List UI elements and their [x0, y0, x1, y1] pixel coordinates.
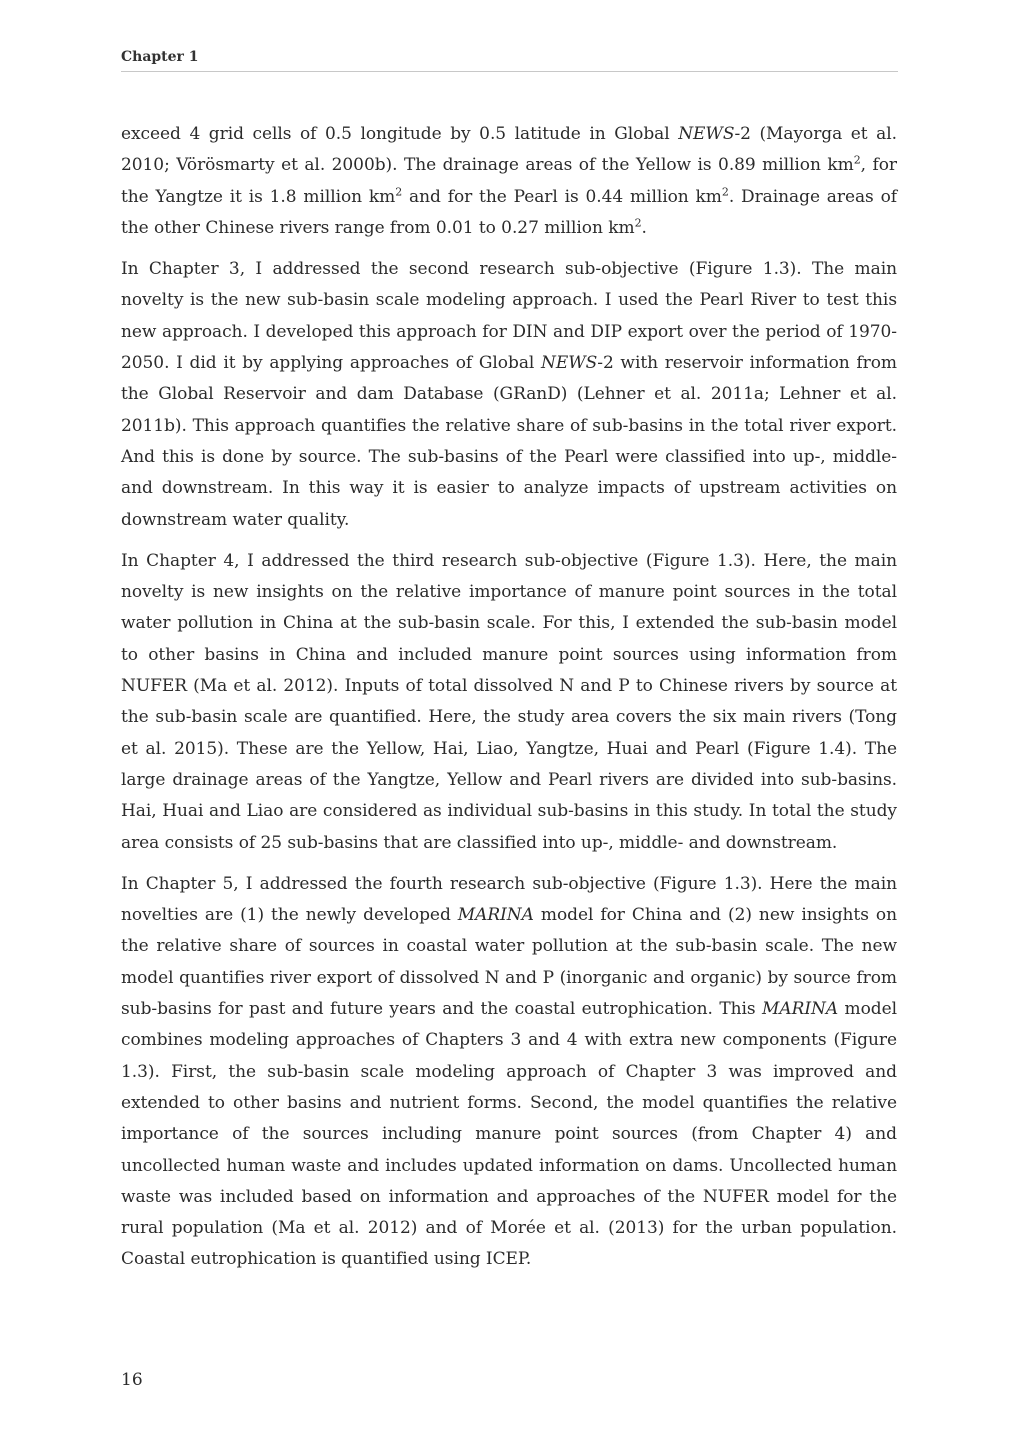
- superscript: 2: [634, 216, 642, 230]
- text-run: exceed 4 grid cells of 0.5 longitude by 0.5 latitude in Global: [121, 124, 679, 144]
- paragraph: [121, 546, 897, 859]
- text-run: .: [641, 217, 647, 238]
- text-run: , for the Yangtze it is 1.8 million km: [121, 155, 897, 207]
- superscript: 2: [721, 184, 729, 198]
- chapter-label: Chapter 1: [121, 49, 199, 65]
- paragraph: [121, 119, 897, 244]
- italic-term: MARINA: [457, 905, 534, 926]
- paragraph: [121, 254, 897, 536]
- superscript: 2: [395, 184, 403, 198]
- text-run: model for China and (2) new insights on the relative share of sources in coastal water pollution at the sub-basin scale. The new model quantifies river export of dissolved N and P (inorganic and organic) by source from sub-basins for past and future years and the coastal eutrophication. This: [121, 905, 897, 1020]
- text-run: model combines modeling approaches of Chapters 3 and 4 with extra new components (Figure 1.3). First, the sub-basin scale modeling approach of Chapter 3 was improved and extended to other basins and nutrient forms. Second, the model quantifies the relative importance of the sources including manure point sources (from Chapter 4) and uncollected human waste and includes updated information on dams. Uncollected human waste was included based on information and approaches of the NUFER model for the rural population (Ma et al. 2012) and of Morée et al. (2013) for the urban population. Coastal eutrophication is quantified using ICEP.: [121, 999, 898, 1270]
- text-run: -2 (Mayorga et al. 2010; Vörösmarty et al. 2000b). The drainage areas of the Yellow is 0.89 million km: [121, 124, 897, 176]
- italic-term: NEWS: [541, 353, 598, 374]
- text-run: In Chapter 3, I addressed the second research sub-objective (Figure 1.3). The main novelty is the new sub-basin scale modeling approach. I used the Pearl River to test this new approach. I developed this approach for DIN and DIP export over the period of 1970-2050. I did it by applying approaches of Global: [121, 259, 897, 374]
- paragraph: [121, 869, 897, 1276]
- italic-term: NEWS: [678, 124, 735, 144]
- text-run: In Chapter 4, I addressed the third research sub-objective (Figure 1.3). Here, the main novelty is new insights on the relative importance of manure point sources in the total water pollution in China at the sub-basin scale. For this, I extended the sub-basin model to other basins in China and included manure point sources using information from NUFER (Ma et al. 2012). Inputs of total dissolved N and P to Chinese rivers by source at the sub-basin scale are quantified. Here, the study area covers the six main rivers (Tong et al. 2015). These are the Yellow, Hai, Liao, Yangtze, Huai and Pearl (Figure 1.4). The large drainage areas of the Yangtze, Yellow and Pearl rivers are divided into sub-basins. Hai, Huai and Liao are considered as individual sub-basins in this study. In total the study area consists of 25 sub-basins that are classified into up-, middle- and downstream.: [121, 550, 897, 853]
- body-text: [121, 119, 897, 1286]
- superscript: 2: [853, 153, 861, 167]
- italic-term: MARINA: [762, 999, 839, 1020]
- text-run: In Chapter 5, I addressed the fourth research sub-objective (Figure 1.3). Here the main novelties are (1) the newly developed: [121, 873, 897, 926]
- text-run: -2 with reservoir information from the Global Reservoir and dam Database (GRanD) (Lehner et al. 2011a; Lehner et al. 2011b). This approach quantifies the relative share of sub-basins in the total river export. And this is done by source. The sub-basins of the Pearl were classified into up-, middle- and downstream. In this way it is easier to analyze impacts of upstream activities on downstream water quality.: [121, 353, 898, 530]
- text-run: and for the Pearl is 0.44 million km: [402, 186, 722, 207]
- text-run: . Drainage areas of the other Chinese rivers range from 0.01 to 0.27 million km: [121, 186, 898, 238]
- running-header: [121, 46, 898, 72]
- page-number: 16: [121, 1370, 143, 1390]
